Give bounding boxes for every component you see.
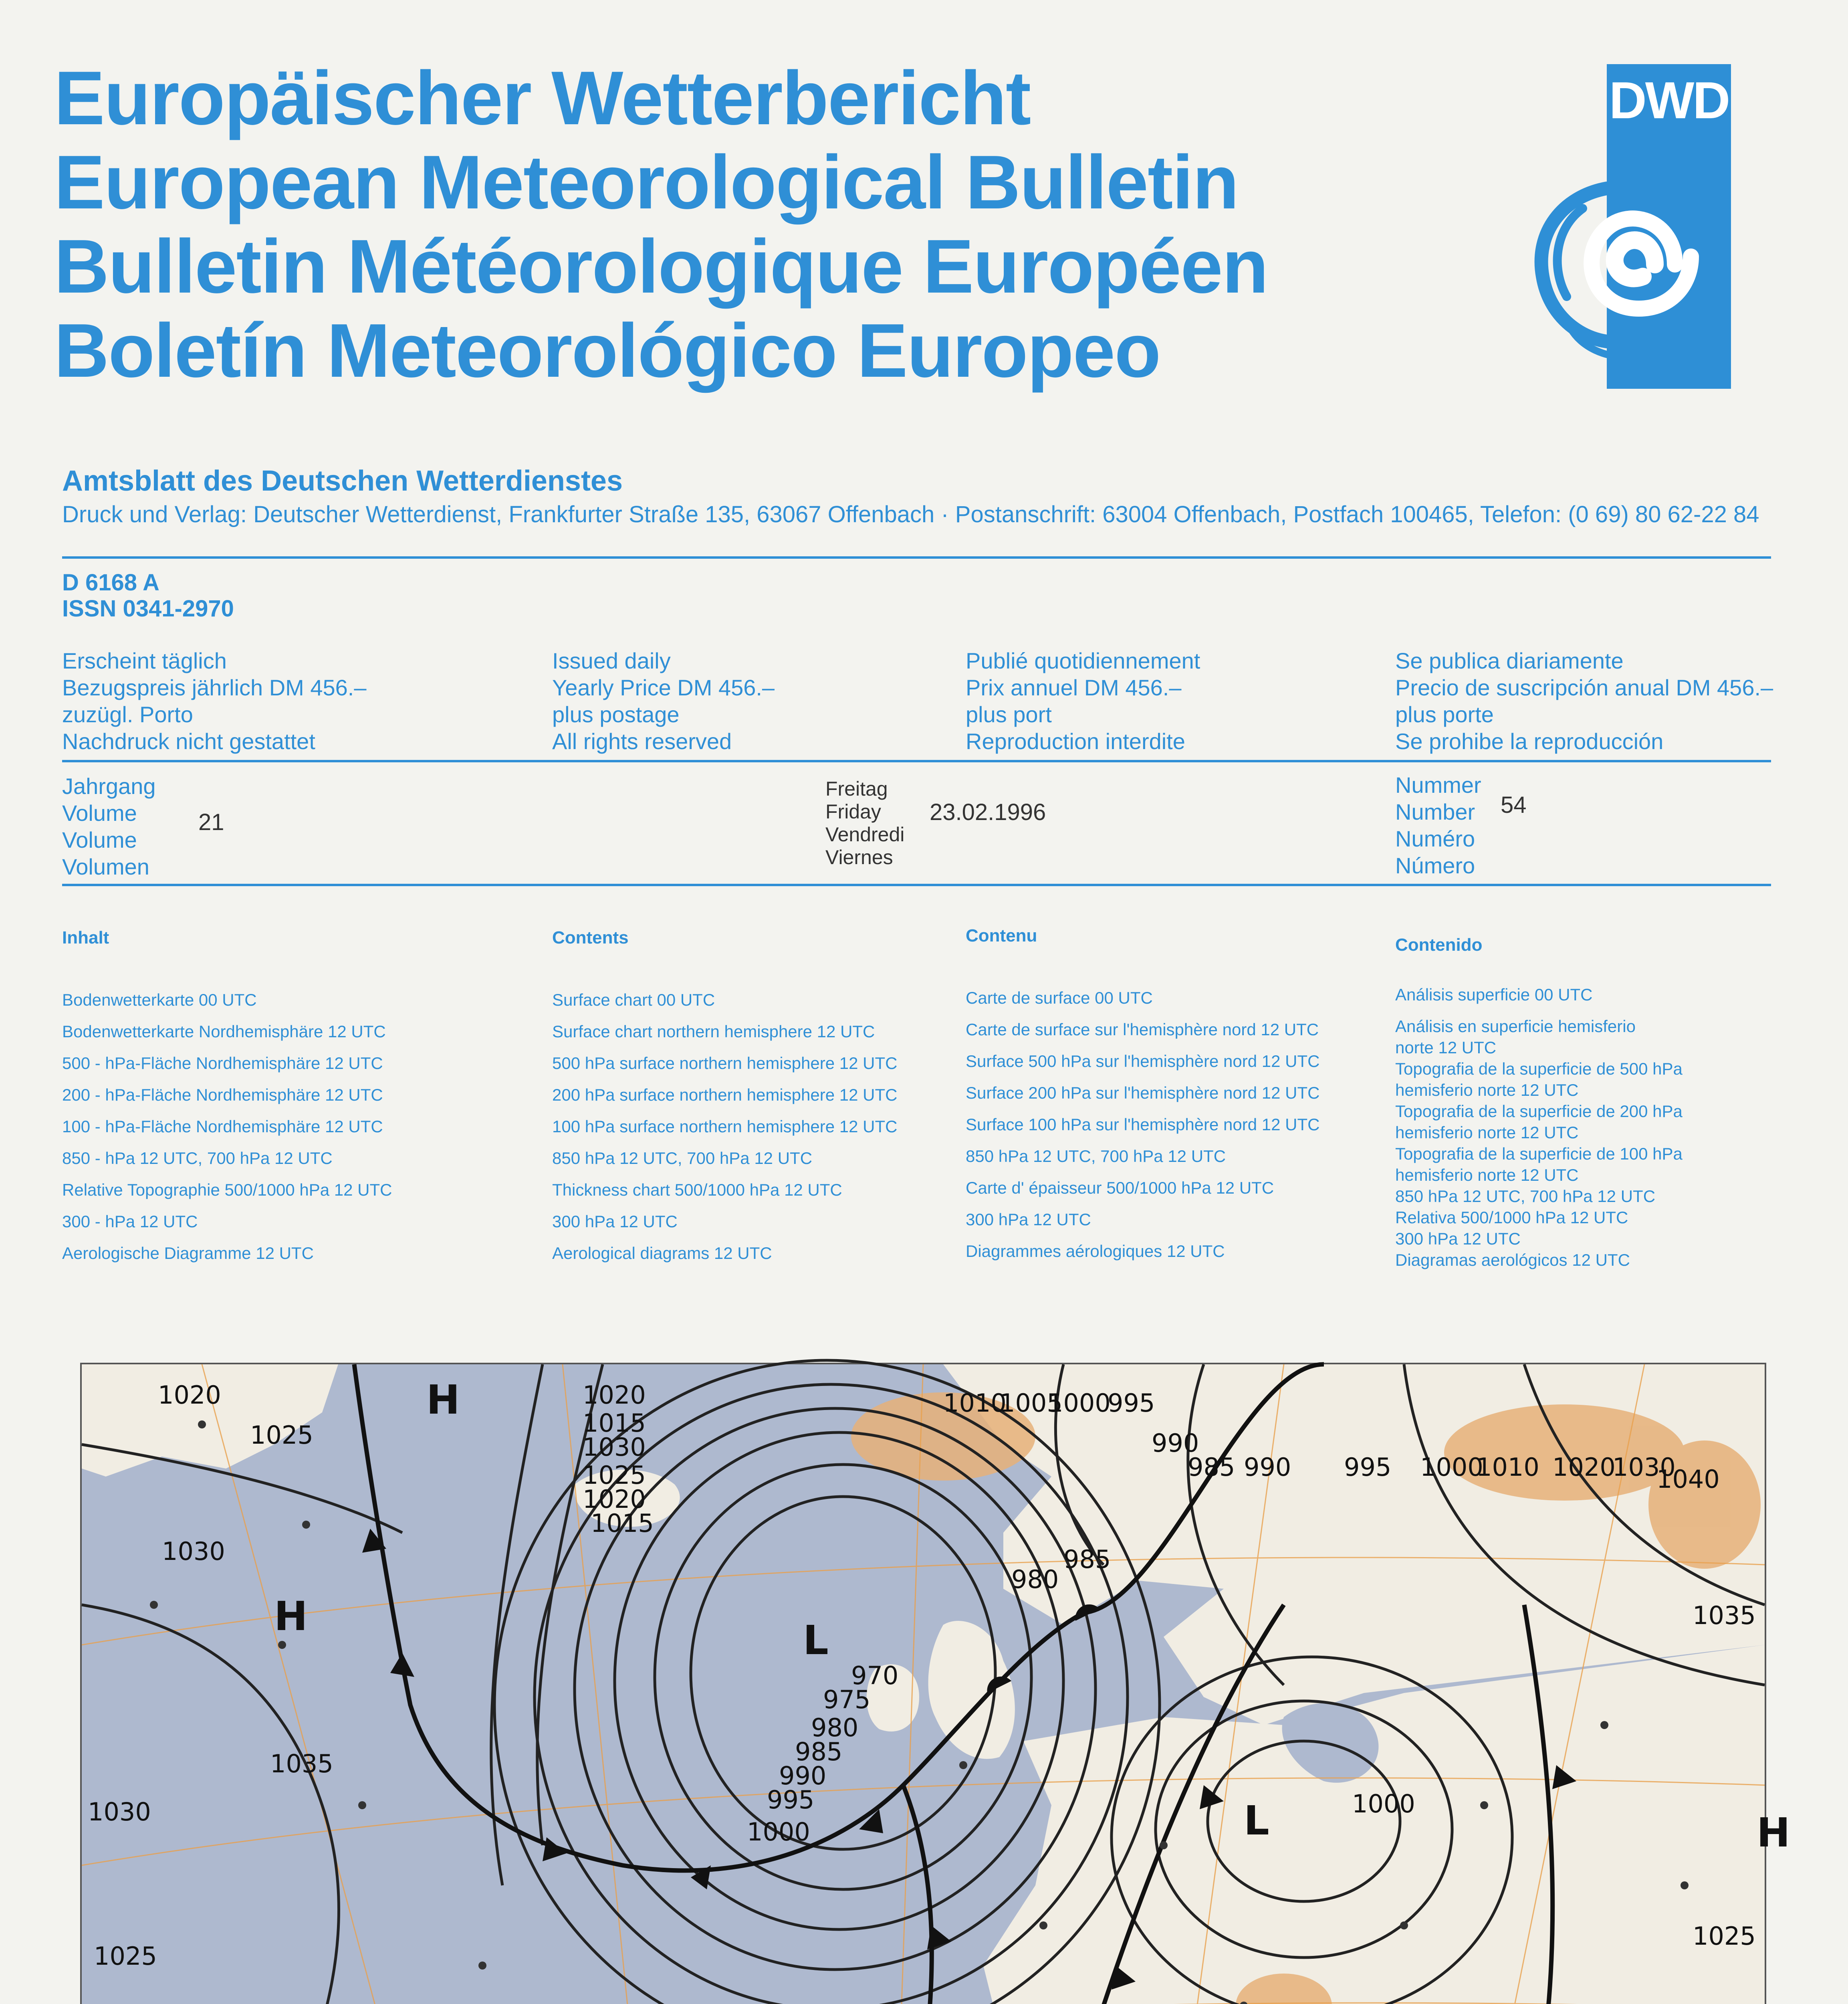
issuance-text: Erscheint täglich: [62, 648, 227, 673]
isobar-label: 1010: [1476, 1452, 1539, 1482]
toc-heading-fr: Contenu: [966, 926, 1037, 945]
issuance-text: Se prohibe la reproducción: [1395, 729, 1664, 754]
toc-item: hemisferio norte 12 UTC: [1395, 1081, 1579, 1099]
number-label: Number: [1395, 799, 1475, 824]
isobar-label: 995: [1108, 1388, 1155, 1418]
issuance-text: Reproduction interdite: [966, 729, 1185, 754]
toc-heading-en: Contents: [552, 928, 629, 947]
dwd-swirl-logo-icon: [1503, 140, 1727, 389]
volume-label: Volume: [62, 800, 137, 826]
toc-item: 500 - hPa-Fläche Nordhemisphäre 12 UTC: [62, 1054, 383, 1073]
publisher-address: Druck und Verlag: Deutscher Wetterdienst, Frankfurter Straße 135, 63067 Offenbach · Postanschrift: 63004 Offenbach, Postfach 100465, Telefon: (0 69) 80 62-22 84: [62, 501, 1759, 527]
toc-item: 200 - hPa-Fläche Nordhemisphäre 12 UTC: [62, 1085, 383, 1104]
isobar-label: 995: [1344, 1452, 1392, 1482]
isobar-label: 1000: [747, 1817, 810, 1846]
isobar-label: 1030: [1612, 1452, 1676, 1482]
issuance-text: Publié quotidiennement: [966, 648, 1200, 673]
isobar-label: 975: [823, 1685, 871, 1714]
toc-item: 300 hPa 12 UTC: [552, 1212, 678, 1231]
isobar-label: 1025: [583, 1461, 646, 1490]
isobar-label: 1020: [583, 1380, 646, 1410]
low-pressure-center: L: [803, 1617, 829, 1664]
high-pressure-center: H: [426, 1376, 460, 1423]
isobar-label: 970: [851, 1661, 899, 1690]
isobar-label: 1035: [270, 1749, 333, 1778]
isobar-label: 1010: [943, 1388, 1007, 1418]
divider: [62, 760, 1771, 762]
isobar-label: 1035: [1693, 1601, 1756, 1630]
toc-item: 300 hPa 12 UTC: [1395, 1229, 1521, 1248]
isobar-label: 1005: [999, 1388, 1063, 1418]
isobar-label: 1025: [250, 1420, 313, 1450]
number-label: Numéro: [1395, 826, 1475, 851]
issuance-text: zuzügl. Porto: [62, 702, 193, 727]
toc-list-es: [1395, 984, 1683, 1271]
toc-list-en: [552, 984, 897, 1269]
toc-item: Surface 500 hPa sur l'hemisphère nord 12 UTC: [966, 1052, 1320, 1071]
issuance-text: Precio de suscripción anual DM 456.–: [1395, 675, 1773, 700]
issue-number: 54: [1501, 792, 1527, 818]
issuance-text: plus port: [966, 702, 1052, 727]
toc-item: 850 hPa 12 UTC, 700 hPa 12 UTC: [1395, 1187, 1656, 1206]
toc-list-fr: [966, 982, 1319, 1267]
toc-item: 100 hPa surface northern hemisphere 12 UTC: [552, 1117, 898, 1136]
toc-item: Topografia de la superficie de 200 hPa: [1395, 1102, 1683, 1121]
toc-item: Surface 200 hPa sur l'hemisphère nord 12 UTC: [966, 1083, 1320, 1102]
high-pressure-center: H: [1757, 1809, 1790, 1856]
volume-labels: [62, 773, 156, 880]
toc-item: Bodenwetterkarte Nordhemisphäre 12 UTC: [62, 1022, 386, 1041]
toc-item: Diagramas aerológicos 12 UTC: [1395, 1250, 1630, 1269]
issuance-text: Nachdruck nicht gestattet: [62, 729, 315, 754]
isobar-label: 1020: [158, 1380, 221, 1410]
title-en: European Meteorological Bulletin: [54, 140, 1239, 225]
surface-weather-map: [80, 1363, 1790, 2004]
toc-item: 850 hPa 12 UTC, 700 hPa 12 UTC: [552, 1149, 813, 1168]
isobar-label: 1000: [1420, 1452, 1483, 1482]
number-labels: [1395, 772, 1481, 879]
toc-item: Bodenwetterkarte 00 UTC: [62, 990, 257, 1009]
issuance-de: [62, 647, 366, 755]
isobar-label: 1020: [583, 1485, 646, 1514]
toc-item: Relative Topographie 500/1000 hPa 12 UTC: [62, 1180, 392, 1199]
toc-item: Diagrammes aérologiques 12 UTC: [966, 1242, 1225, 1261]
isobar-label: 995: [767, 1785, 815, 1814]
high-pressure-center: H: [274, 1593, 308, 1640]
logo-text: DWD: [1609, 71, 1729, 129]
number-label: Número: [1395, 853, 1475, 878]
isobar-label: 1020: [1552, 1452, 1616, 1482]
toc-item: Aerological diagrams 12 UTC: [552, 1244, 772, 1263]
issuance-fr: [966, 647, 1200, 755]
toc-item: 850 - hPa 12 UTC, 700 hPa 12 UTC: [62, 1149, 333, 1168]
isobar-label: 985: [1188, 1452, 1235, 1482]
issuance-text: Yearly Price DM 456.–: [552, 675, 775, 700]
number-label: Nummer: [1395, 772, 1481, 798]
day-label: Freitag: [825, 778, 888, 800]
isobar-label: 985: [795, 1737, 843, 1766]
toc-item: 500 hPa surface northern hemisphere 12 UTC: [552, 1054, 898, 1073]
toc-item: Surface chart 00 UTC: [552, 990, 715, 1009]
divider: [62, 884, 1771, 886]
low-pressure-center: L: [1244, 1797, 1269, 1844]
toc-item: norte 12 UTC: [1395, 1038, 1497, 1057]
isobar-label: 1030: [88, 1797, 151, 1826]
title-de: Europäischer Wetterbericht: [54, 56, 1031, 141]
issuance-es: [1395, 647, 1773, 755]
isobar-label: 1030: [162, 1537, 225, 1566]
isobar-label: 1000: [1047, 1388, 1111, 1418]
volume-value: 21: [198, 809, 224, 835]
toc-item: Thickness chart 500/1000 hPa 12 UTC: [552, 1180, 842, 1199]
toc-heading-de: Inhalt: [62, 928, 109, 947]
isobar-label: 980: [1011, 1565, 1059, 1594]
toc-item: 300 hPa 12 UTC: [966, 1210, 1091, 1229]
isobar-label: 1015: [591, 1509, 654, 1538]
toc-item: Surface 100 hPa sur l'hemisphère nord 12 UTC: [966, 1115, 1320, 1134]
isobar-label: 980: [811, 1713, 859, 1742]
toc-item: Topografia de la superficie de 500 hPa: [1395, 1059, 1683, 1078]
toc-item: Análisis en superficie hemisferio: [1395, 1017, 1636, 1036]
isobar-label: 1025: [1693, 1921, 1756, 1951]
toc-item: hemisferio norte 12 UTC: [1395, 1166, 1579, 1184]
volume-label: Volumen: [62, 854, 149, 879]
title-fr: Bulletin Météorologique Européen: [54, 224, 1268, 309]
volume-label: Jahrgang: [62, 774, 156, 799]
day-label: Viernes: [825, 846, 893, 869]
isobar-label: 985: [1063, 1545, 1111, 1574]
isobar-label: 990: [1244, 1452, 1291, 1482]
day-label: Vendredi: [825, 823, 905, 846]
isobar-label: 1040: [1656, 1465, 1720, 1494]
issuance-en: [552, 647, 775, 755]
toc-item: 100 - hPa-Fläche Nordhemisphäre 12 UTC: [62, 1117, 383, 1136]
issuance-text: Issued daily: [552, 648, 671, 673]
isobar-label: 990: [779, 1761, 827, 1790]
isobar-label: 1000: [1352, 1789, 1415, 1818]
volume-label: Volume: [62, 827, 137, 853]
issuance-text: Se publica diariamente: [1395, 648, 1624, 673]
toc-item: Surface chart northern hemisphere 12 UTC: [552, 1022, 875, 1041]
issn: ISSN 0341-2970: [62, 596, 234, 622]
toc-item: Relativa 500/1000 hPa 12 UTC: [1395, 1208, 1628, 1227]
divider: [62, 556, 1771, 559]
issuance-text: Prix annuel DM 456.–: [966, 675, 1182, 700]
day-labels: [825, 778, 904, 869]
issuance-text: All rights reserved: [552, 729, 732, 754]
toc-item: 850 hPa 12 UTC, 700 hPa 12 UTC: [966, 1147, 1226, 1166]
official-journal: Amtsblatt des Deutschen Wetterdienstes: [62, 465, 623, 497]
toc-list-de: [62, 984, 392, 1269]
toc-item: 300 - hPa 12 UTC: [62, 1212, 198, 1231]
toc-item: 200 hPa surface northern hemisphere 12 UTC: [552, 1085, 898, 1104]
toc-item: hemisferio norte 12 UTC: [1395, 1123, 1579, 1142]
issue-date: 23.02.1996: [930, 799, 1046, 825]
toc-item: Carte de surface sur l'hemisphère nord 12 UTC: [966, 1020, 1319, 1039]
toc-item: Carte d' épaisseur 500/1000 hPa 12 UTC: [966, 1178, 1274, 1197]
isobar-label: 1030: [583, 1432, 646, 1462]
d-number: D 6168 A: [62, 570, 159, 596]
dwd-logo: [1607, 64, 1731, 389]
issuance-text: Bezugspreis jährlich DM 456.–: [62, 675, 367, 700]
issuance-text: plus porte: [1395, 702, 1494, 727]
toc-heading-es: Contenido: [1395, 935, 1483, 955]
day-label: Friday: [825, 800, 881, 823]
isobar-label: 990: [1152, 1428, 1199, 1458]
toc-item: Carte de surface 00 UTC: [966, 988, 1153, 1007]
toc-item: Topografia de la superficie de 100 hPa: [1395, 1144, 1683, 1163]
isobar-label: 1025: [94, 1941, 157, 1971]
issuance-text: plus postage: [552, 702, 680, 727]
title-es: Boletín Meteorológico Europeo: [54, 308, 1160, 393]
toc-item: Aerologische Diagramme 12 UTC: [62, 1244, 314, 1263]
isobar-label: 1015: [583, 1408, 646, 1438]
toc-item: Análisis superficie 00 UTC: [1395, 985, 1593, 1004]
